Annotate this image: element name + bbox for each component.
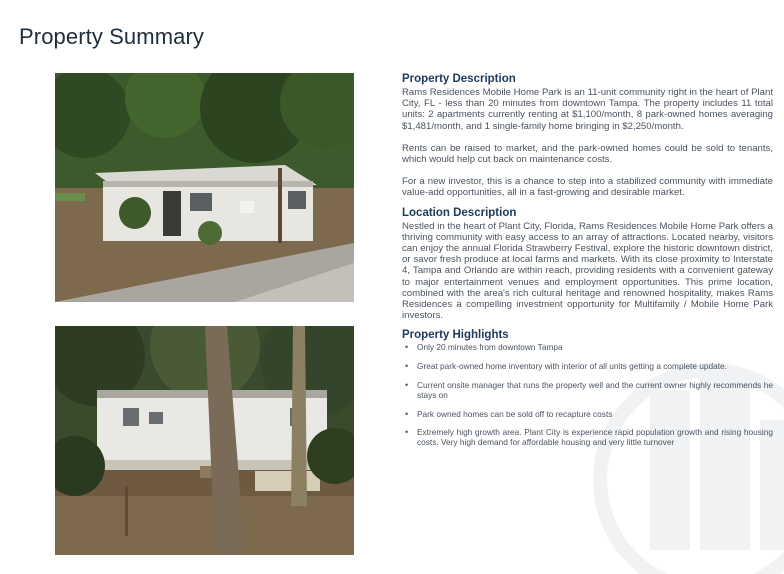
list-item — [405, 408, 773, 420]
single-family-home-photo — [55, 73, 354, 302]
highlights-list — [402, 343, 773, 448]
property-highlights-heading: Property Highlights — [402, 329, 509, 342]
property-highlights-section — [402, 329, 773, 448]
list-item — [405, 427, 773, 448]
highlight-text: Current onsite manager that runs the property well and the current owner highly recommends he stays on — [417, 380, 773, 400]
description-paragraph: Rams Residences Mobile Home Park is an 11-unit community right in the heart of Plant City, FL - less than 20 minutes from downtown Tampa. The property includes 11 total units: 2 apartments currently renting at $1,100/month, 8 park-owned homes averaging $1,481/month, and 1 single-family home bringing in $2,250/month. — [402, 87, 773, 132]
highlight-text: Park owned homes can be sold off to recapture costs — [417, 408, 613, 419]
location-description-section — [402, 207, 773, 322]
bullet-icon: • — [405, 408, 409, 419]
bullet-icon: • — [405, 427, 409, 438]
highlight-text: Only 20 minutes from downtown Tampa — [417, 342, 563, 353]
property-description-heading: Property Description — [402, 73, 516, 85]
description-paragraph: Rents can be raised to market, and the park-owned homes could be sold to tenants, which would help cut back on maintenance costs. — [402, 142, 773, 166]
highlight-text: Great park-owned home inventory with interior of all units getting a complete update. — [417, 361, 727, 372]
bullet-icon: • — [405, 380, 409, 391]
mobile-home-photo — [55, 326, 354, 555]
list-item — [405, 380, 773, 401]
description-paragraph: For a new investor, this is a chance to step into a stabilized community with immediate value-add opportunities, all in a fast-growing and desirable market. — [402, 176, 773, 199]
location-paragraph: Nestled in the heart of Plant City, Florida, Rams Residences Mobile Home Park offers a thriving community with easy access to an array of attractions. Located nearby, visitors can enjoy the annual Florida Strawberry Festival, explore the historic downtown district, or savor fresh produce at local farms and markets. With its close proximity to Interstate 4, Tampa and Orlando are within reach, providing residents with a convenient gateway to major entertainment venues and employment opportunities. This prime location, combined with the area's rich cultural heritage and renowned hospitality, makes Rams Residences a compelling investment opportunity for Multifamily / Mobile Home Park investors. — [402, 220, 773, 322]
list-item — [405, 361, 773, 372]
bullet-icon: • — [405, 342, 409, 353]
content-column — [402, 73, 773, 457]
bullet-icon: • — [405, 361, 409, 372]
location-description-heading: Location Description — [402, 206, 517, 219]
highlight-text: Extremely high growth area. Plant City is experience rapid population growth and rising housing costs. Very high demand for affordable housing and very little turnover — [417, 427, 773, 448]
property-description-section — [402, 73, 773, 199]
page-title: Property Summary — [19, 24, 204, 49]
list-item — [405, 342, 773, 353]
